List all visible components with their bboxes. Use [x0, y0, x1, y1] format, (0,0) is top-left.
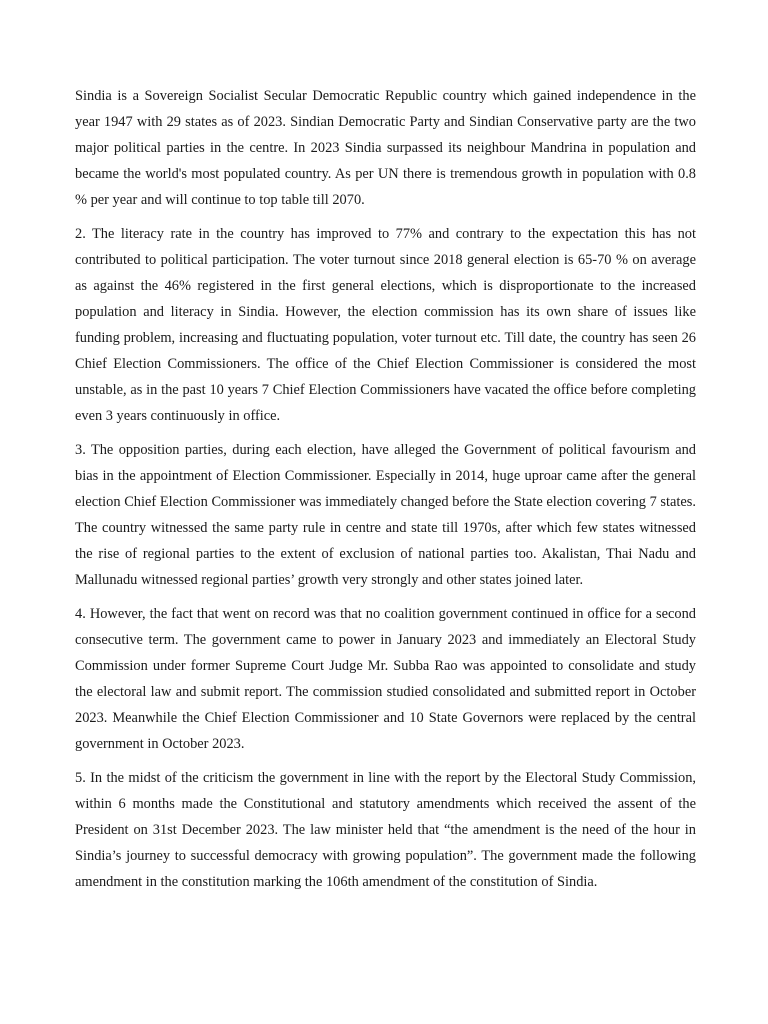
paragraph-5: 5. In the midst of the criticism the government in line with the report by the Electoral Study Commission, within 6 months made the Constitutional and statutory amendments which received the assent of the President on 31st December 2023. The law minister held that “the amendment is the need of the hour in Sindia’s journey to successful democracy with growing population”. The government made the following amendment in the constitution marking the 106th amendment of the constitution of Sindia.: [75, 770, 696, 890]
paragraph-4: 4. However, the fact that went on record was that no coalition government continued in office for a second consecutive term. The government came to power in January 2023 and immediately an Electoral Study Commission under former Supreme Court Judge Mr. Subba Rao was appointed to consolidate and study the electoral law and submit report. The commission studied consolidated and submitted report in October 2023. Meanwhile the Chief Election Commissioner and 10 State Governors were replaced by the central government in October 2023.: [75, 606, 696, 752]
paragraph-2: 2. The literacy rate in the country has improved to 77% and contrary to the expectation this has not contributed to political participation. The voter turnout since 2018 general election is 65-70 % on average as against the 46% registered in the first general elections, which is disproportionate to the increased population and literacy in Sindia. However, the election commission has its own share of issues like funding problem, increasing and fluctuating population, voter turnout etc. Till date, the country has seen 26 Chief Election Commissioners. The office of the Chief Election Commissioner is considered the most unstable, as in the past 10 years 7 Chief Election Commissioners have vacated the office before completing even 3 years continuously in office.: [75, 226, 696, 424]
paragraph-1: Sindia is a Sovereign Socialist Secular Democratic Republic country which gained independence in the year 1947 with 29 states as of 2023. Sindian Democratic Party and Sindian Conservative party are the two major political parties in the centre. In 2023 Sindia surpassed its neighbour Mandrina in population and became the world's most populated country. As per UN there is tremendous growth in population with 0.8 % per year and will continue to top table till 2070.: [75, 88, 696, 208]
document-page: [75, 83, 696, 903]
paragraph-3: 3. The opposition parties, during each election, have alleged the Government of political favourism and bias in the appointment of Election Commissioner. Especially in 2014, huge uproar came after the general election Chief Election Commissioner was immediately changed before the State election covering 7 states. The country witnessed the same party rule in centre and state till 1970s, after which few states witnessed the rise of regional parties to the extent of exclusion of national parties too. Akalistan, Thai Nadu and Mallunadu witnessed regional parties’ growth very strongly and other states joined later.: [75, 442, 696, 588]
